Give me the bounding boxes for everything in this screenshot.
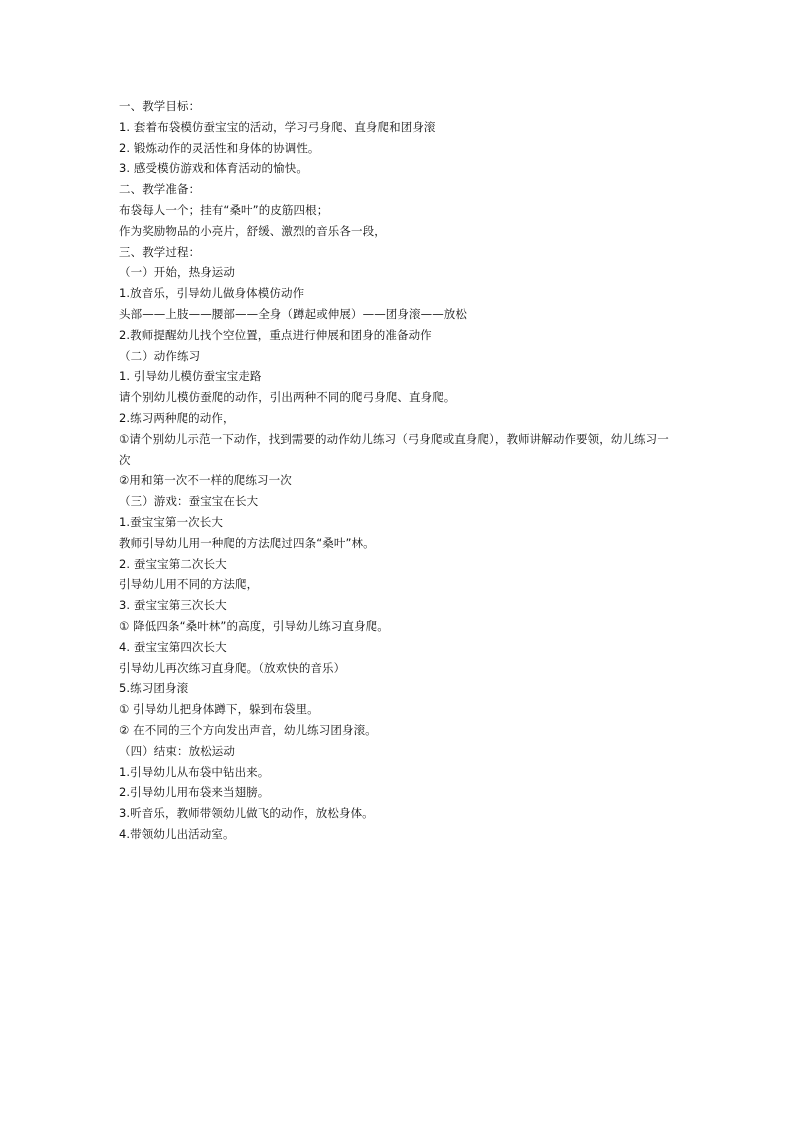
- objective-item-2: 2. 锻炼动作的灵活性和身体的协调性。: [119, 140, 320, 155]
- objective-item-3: 3. 感受模仿游戏和体育活动的愉快。: [119, 161, 308, 176]
- game-step-1: 1.蚕宝宝第一次长大: [119, 514, 223, 529]
- section-heading-objectives: 一、教学目标：: [119, 99, 201, 113]
- game-step-3: 3. 蚕宝宝第三次长大: [119, 598, 227, 613]
- practice-step-2: 2.练习两种爬的动作，: [119, 410, 235, 425]
- game-step-5: 5.练习团身滚: [119, 681, 189, 696]
- warmup-step-1: 1.放音乐，引导幼儿做身体模仿动作: [119, 286, 305, 301]
- subsection-cooldown: （四）结束：放松运动: [119, 743, 235, 758]
- practice-step-2-detail-a: ①请个别幼儿示范一下动作，找到需要的动作幼儿练习（弓身爬或直身爬），教师讲解动作要领，幼儿练习一次: [119, 431, 669, 467]
- subsection-practice: （二）动作练习: [119, 348, 201, 363]
- warmup-sequence: 头部——上肢——腰部——全身（蹲起或伸展）——团身滚——放松: [119, 306, 467, 321]
- section-heading-process: 三、教学过程：: [119, 244, 201, 259]
- cooldown-step-3: 3.听音乐，教师带领幼儿做飞的动作，放松身体。: [119, 806, 374, 821]
- game-step-2-detail: 引导幼儿用不同的方法爬，: [119, 577, 259, 592]
- practice-step-2-detail-b: ②用和第一次不一样的爬练习一次: [119, 473, 292, 488]
- game-step-2: 2. 蚕宝宝第二次长大: [119, 556, 227, 571]
- cooldown-step-2: 2.引导幼儿用布袋来当翅膀。: [119, 785, 270, 800]
- subsection-warmup: （一）开始，热身运动: [119, 265, 235, 280]
- game-step-1-detail: 教师引导幼儿用一种爬的方法爬过四条“桑叶”林。: [119, 535, 375, 550]
- subsection-game: （三）游戏：蚕宝宝在长大: [119, 494, 259, 509]
- document-body: [119, 96, 679, 845]
- game-step-4-detail: 引导幼儿再次练习直身爬。（放欢快的音乐）: [119, 660, 346, 675]
- cooldown-step-1: 1.引导幼儿从布袋中钻出来。: [119, 764, 270, 779]
- game-step-3-detail: ① 降低四条“桑叶林”的高度，引导幼儿练习直身爬。: [119, 618, 389, 633]
- game-step-5-detail-a: ① 引导幼儿把身体蹲下，躲到布袋里。: [119, 702, 319, 717]
- practice-step-1: 1. 引导幼儿模仿蚕宝宝走路: [119, 369, 262, 384]
- objective-item-1: 1. 套着布袋模仿蚕宝宝的活动，学习弓身爬、直身爬和团身滚: [119, 119, 436, 134]
- practice-step-1-detail: 请个别幼儿模仿蚕爬的动作，引出两种不同的爬弓身爬、直身爬。: [119, 390, 456, 405]
- section-heading-preparation: 二、教学准备：: [119, 182, 201, 197]
- preparation-line-1: 布袋每人一个；挂有“桑叶”的皮筋四根；: [119, 202, 329, 217]
- preparation-line-2: 作为奖励物品的小亮片，舒缓、激烈的音乐各一段，: [119, 223, 386, 238]
- game-step-4: 4. 蚕宝宝第四次长大: [119, 639, 227, 654]
- game-step-5-detail-b: ② 在不同的三个方向发出声音，幼儿练习团身滚。: [119, 722, 377, 737]
- warmup-step-2: 2.教师提醒幼儿找个空位置，重点进行伸展和团身的准备动作: [119, 327, 432, 342]
- cooldown-step-4: 4.带领幼儿出活动室。: [119, 826, 235, 841]
